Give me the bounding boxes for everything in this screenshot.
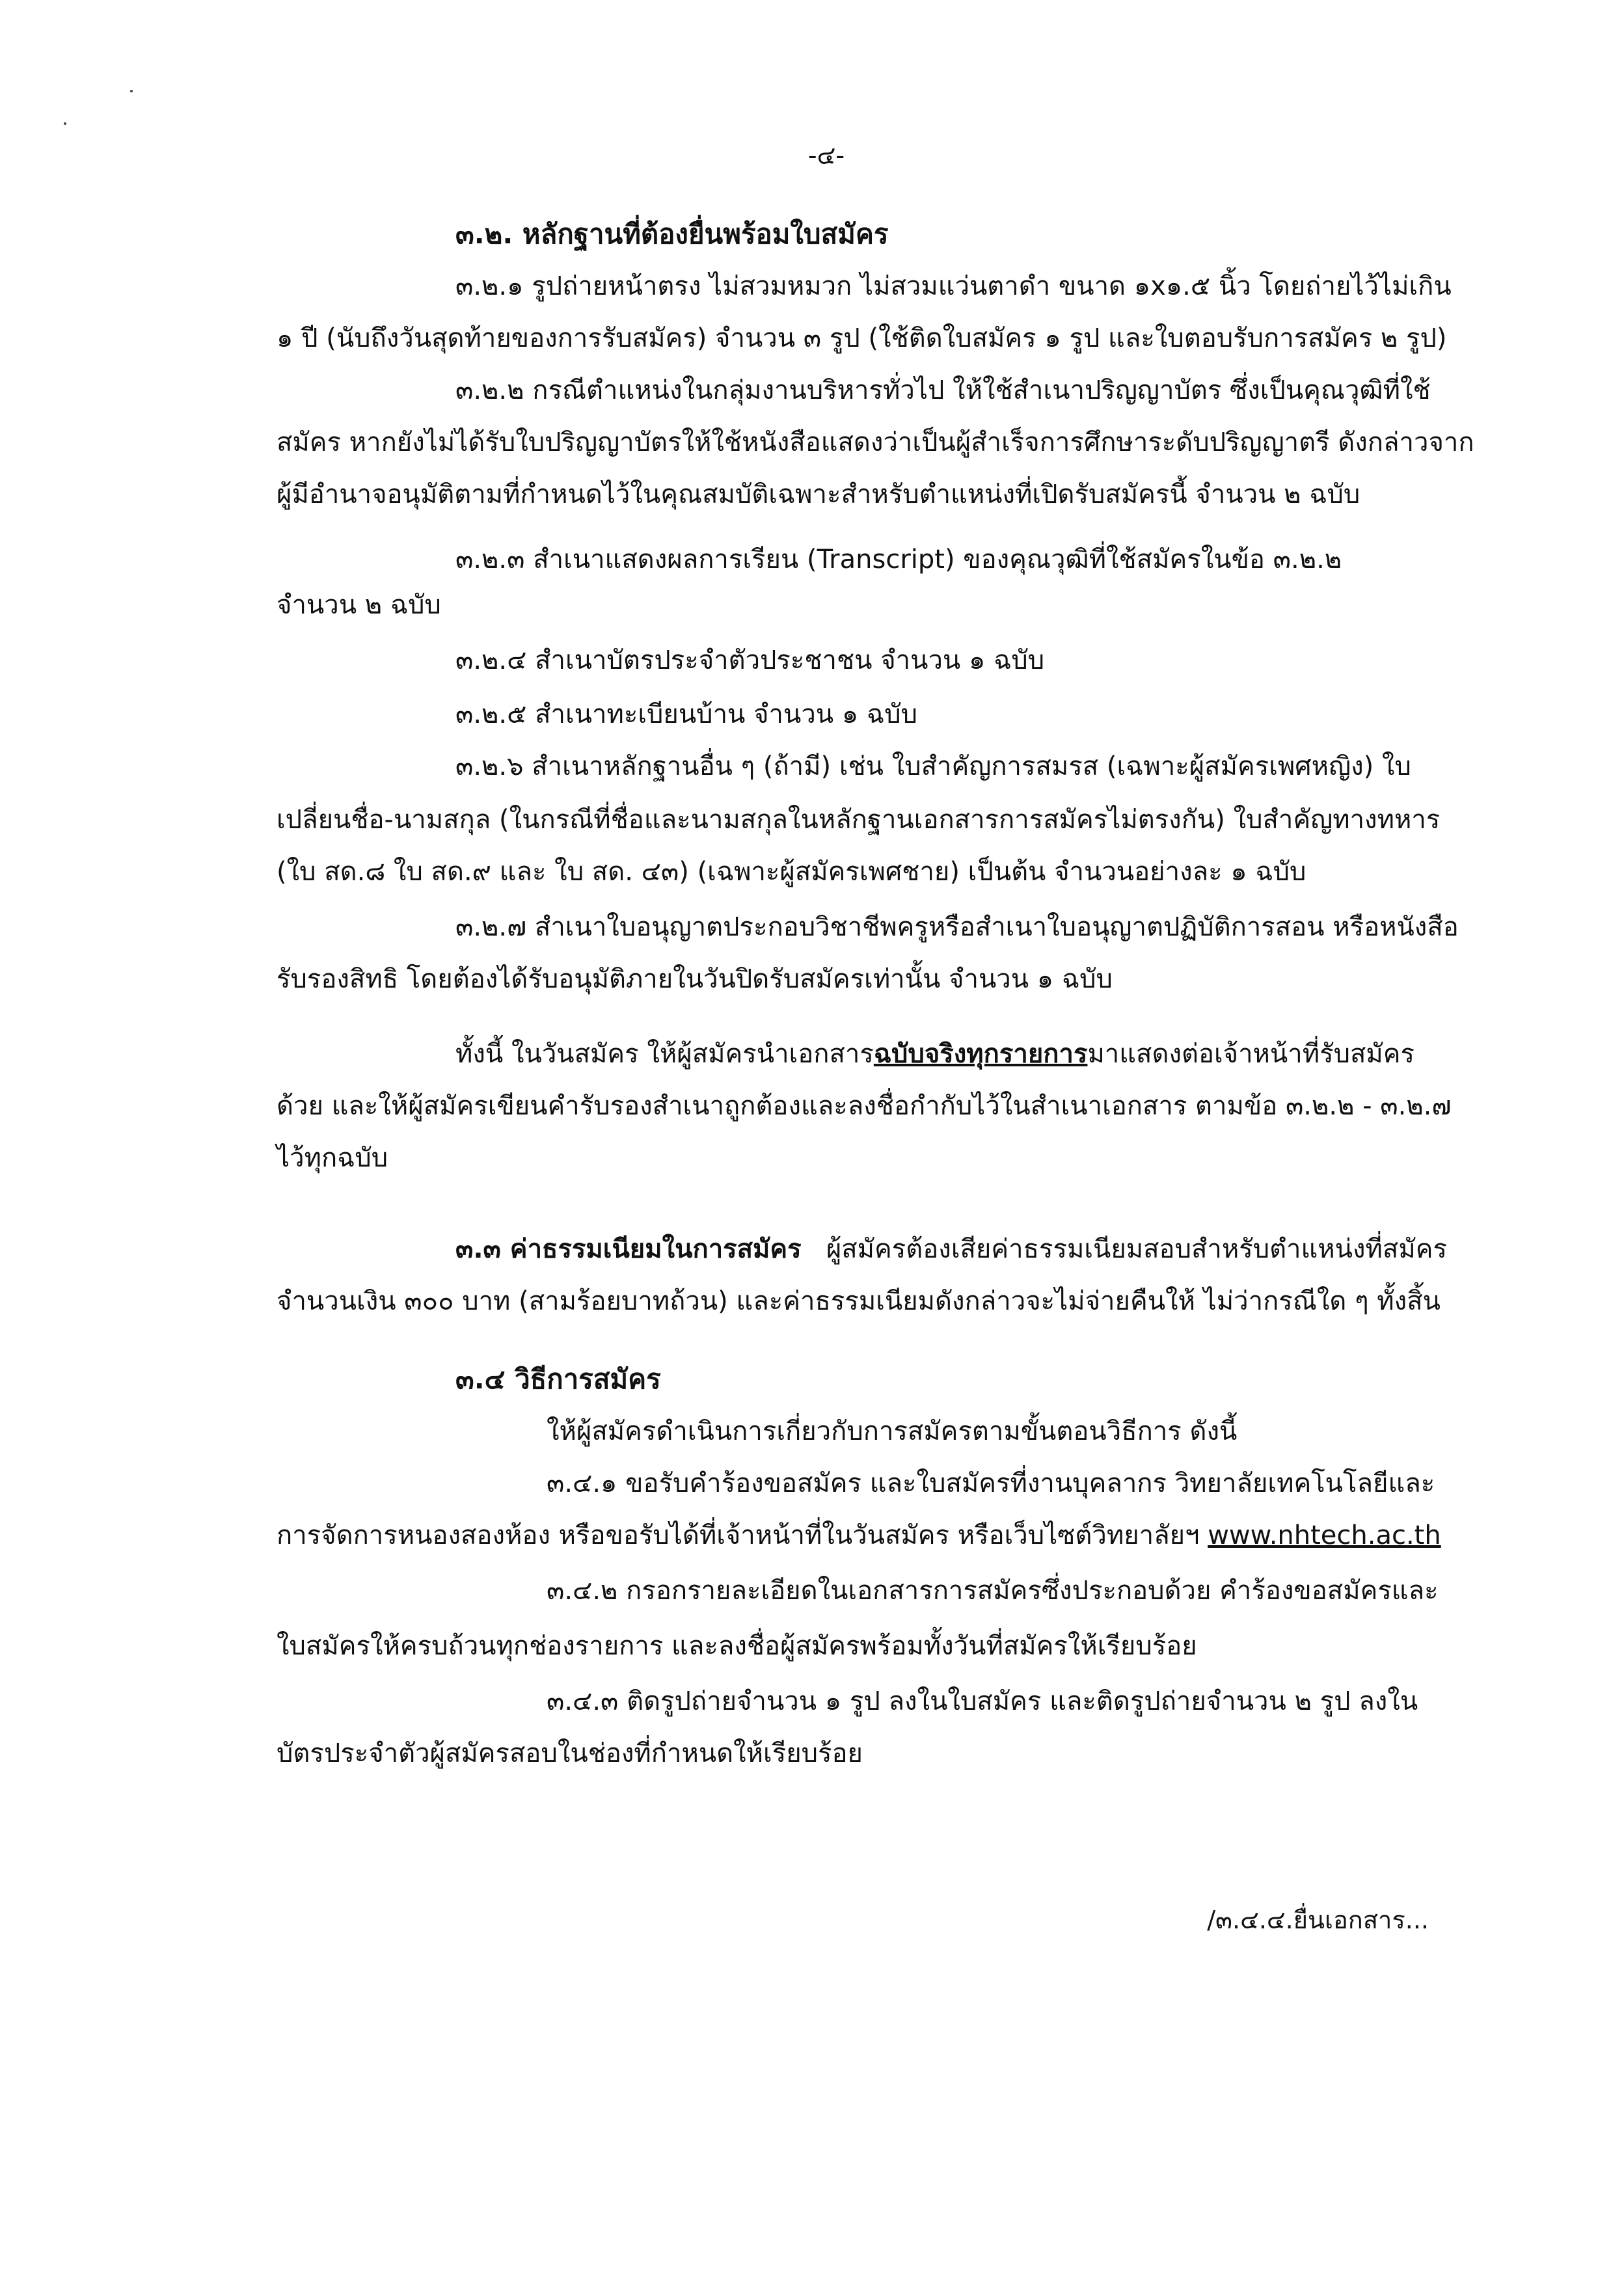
- section-3-3-line2: จำนวนเงิน ๓๐๐ บาท (สามร้อยบาทถ้วน) และค่าธรรมเนียมดังกล่าวจะไม่จ่ายคืนให้ ไม่ว่ากรณีใด ๆ ทั้งสิ้น: [277, 1286, 1441, 1316]
- section-3-4-heading: ๓.๔ วิธีการสมัคร: [455, 1363, 661, 1395]
- item-3-2-3-line2: จำนวน ๒ ฉบับ: [277, 590, 441, 620]
- item-3-4-1-line2: [277, 1516, 1441, 1555]
- item-3-4-2-line2: ใบสมัครให้ครบถ้วนทุกช่องรายการ และลงชื่อผู้สมัครพร้อมทั้งวันที่สมัครให้เรียบร้อย: [277, 1631, 1197, 1661]
- item-3-2-5: ๓.๒.๕ สำเนาทะเบียนบ้าน จำนวน ๑ ฉบับ: [455, 699, 917, 729]
- item-3-2-4: ๓.๒.๔ สำเนาบัตรประจำตัวประชาชน จำนวน ๑ ฉบับ: [455, 645, 1045, 675]
- item-3-4-2-line1: ๓.๔.๒ กรอกรายละเอียดในเอกสารการสมัครซึ่งประกอบด้วย คำร้องขอสมัครและ: [547, 1576, 1439, 1606]
- item-3-2-7-line2: รับรองสิทธิ โดยต้องได้รับอนุมัติภายในวันปิดรับสมัครเท่านั้น จำนวน ๑ ฉบับ: [277, 964, 1113, 994]
- item-3-2-2-line3: ผู้มีอำนาจอนุมัติตามที่กำหนดไว้ในคุณสมบัติเฉพาะสำหรับตำแหน่งที่เปิดรับสมัครนี้ จำนวน ๒ ฉบับ: [277, 480, 1360, 509]
- section-3-2-heading: ๓.๒. หลักฐานที่ต้องยื่นพร้อมใบสมัคร: [455, 218, 889, 250]
- item-3-4-3-line1: ๓.๔.๓ ติดรูปถ่ายจำนวน ๑ รูป ลงในใบสมัคร และติดรูปถ่ายจำนวน ๒ รูป ลงใน: [547, 1686, 1418, 1716]
- scan-speck: [64, 122, 66, 125]
- note-emphasis: ฉบับจริงทุกรายการ: [873, 1039, 1088, 1069]
- note-text-before: ทั้งนี้ ในวันสมัคร ให้ผู้สมัครนำเอกสาร: [455, 1039, 874, 1069]
- section-3-3-heading: ๓.๓ ค่าธรรมเนียมในการสมัคร: [455, 1234, 802, 1264]
- item-3-2-7-line1: ๓.๒.๗ สำเนาใบอนุญาตประกอบวิชาชีพครูหรือสำเนาใบอนุญาตปฏิบัติการสอน หรือหนังสือ: [455, 912, 1459, 942]
- note-line1: [455, 1034, 1414, 1074]
- page-number: -๔-: [807, 141, 845, 170]
- item-3-2-2-line2: สมัคร หากยังไม่ได้รับใบปริญญาบัตรให้ใช้หนังสือแสดงว่าเป็นผู้สำเร็จการศึกษาระดับปริญญาตรี ดังกล่าวจาก: [277, 427, 1474, 457]
- note-line2: ด้วย และให้ผู้สมัครเขียนคำรับรองสำเนาถูกต้องและลงชื่อกำกับไว้ในสำเนาเอกสาร ตามข้อ ๓.๒.๒ - ๓.๒.๗: [277, 1091, 1452, 1121]
- item-3-4-1-text: การจัดการหนองสองห้อง หรือขอรับได้ที่เจ้าหน้าที่ในวันสมัคร หรือเว็บไซต์วิทยาลัยฯ: [277, 1520, 1200, 1550]
- item-3-2-1-line1: ๓.๒.๑ รูปถ่ายหน้าตรง ไม่สวมหมวก ไม่สวมแว่นตาดำ ขนาด ๑x๑.๕ นิ้ว โดยถ่ายไว้ไม่เกิน: [455, 271, 1452, 301]
- section-3-3-line1: [455, 1230, 1447, 1269]
- item-3-2-6-line1: ๓.๒.๖ สำเนาหลักฐานอื่น ๆ (ถ้ามี) เช่น ใบสำคัญการสมรส (เฉพาะผู้สมัครเพศหญิง) ใบ: [455, 751, 1411, 781]
- website-link[interactable]: www.nhtech.ac.th: [1208, 1520, 1441, 1550]
- item-3-2-6-line2: เปลี่ยนชื่อ-นามสกุล (ในกรณีที่ชื่อและนามสกุลในหลักฐานเอกสารการสมัครไม่ตรงกัน) ใบสำคัญทางทหาร: [277, 805, 1441, 835]
- continuation-reference: /๓.๔.๔.ยื่นเอกสาร...: [1207, 1906, 1429, 1934]
- note-line3: ไว้ทุกฉบับ: [277, 1143, 388, 1173]
- item-3-4-3-line2: บัตรประจำตัวผู้สมัครสอบในช่องที่กำหนดให้เรียบร้อย: [277, 1738, 863, 1768]
- item-3-2-2-line1: ๓.๒.๒ กรณีตำแหน่งในกลุ่มงานบริหารทั่วไป ให้ใช้สำเนาปริญญาบัตร ซึ่งเป็นคุณวุฒิที่ใช้: [455, 375, 1431, 405]
- note-text-after: มาแสดงต่อเจ้าหน้าที่รับสมัคร: [1087, 1039, 1414, 1069]
- scan-speck: [130, 90, 133, 92]
- item-3-2-3-line1: ๓.๒.๓ สำเนาแสดงผลการเรียน (Transcript) ของคุณวุฒิที่ใช้สมัครในข้อ ๓.๒.๒: [455, 545, 1342, 574]
- section-3-3-text: ผู้สมัครต้องเสียค่าธรรมเนียมสอบสำหรับตำแหน่งที่สมัคร: [826, 1234, 1447, 1264]
- item-3-2-1-line2: ๑ ปี (นับถึงวันสุดท้ายของการรับสมัคร) จำนวน ๓ รูป (ใช้ติดใบสมัคร ๑ รูป และใบตอบรับการสมัคร ๒ รูป): [277, 323, 1447, 353]
- section-3-4-intro: ให้ผู้สมัครดำเนินการเกี่ยวกับการสมัครตามขั้นตอนวิธีการ ดังนี้: [547, 1416, 1238, 1446]
- item-3-4-1-line1: ๓.๔.๑ ขอรับคำร้องขอสมัคร และใบสมัครที่งานบุคลากร วิทยาลัยเทคโนโลยีและ: [547, 1468, 1435, 1498]
- item-3-2-6-line3: (ใบ สด.๘ ใบ สด.๙ และ ใบ สด. ๔๓) (เฉพาะผู้สมัครเพศชาย) เป็นต้น จำนวนอย่างละ ๑ ฉบับ: [277, 857, 1306, 887]
